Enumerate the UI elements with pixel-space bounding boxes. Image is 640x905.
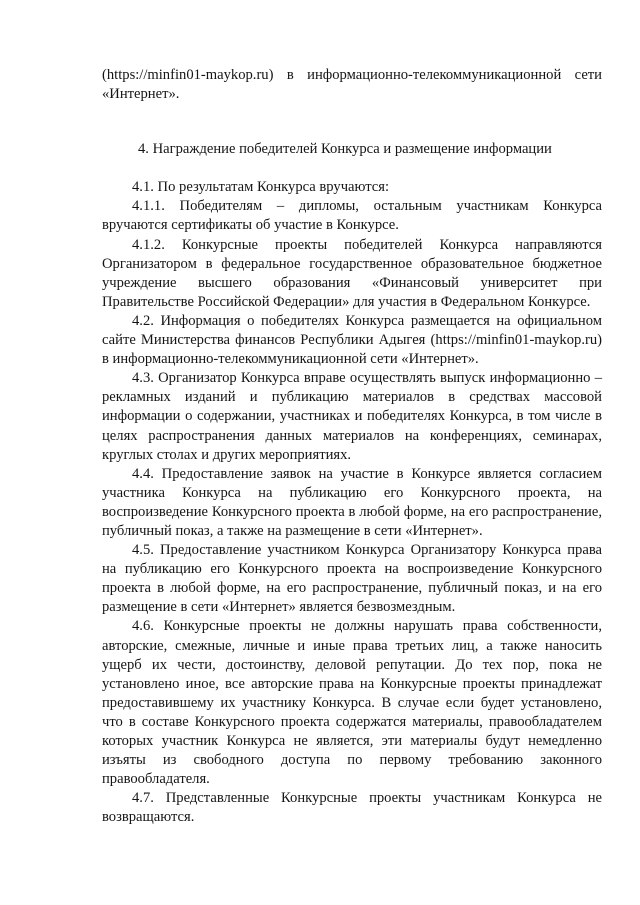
paragraph-4-1-1: 4.1.1. Победителям – дипломы, остальным участникам Конкурса вручаются сертификаты об участие в Конкурсе. <box>102 198 602 234</box>
paragraph-4-2: 4.2. Информация о победителях Конкурса размещается на официальном сайте Министерства финансов Республики Адыгея (https://minfin01-maykop.ru) в информационно-телекоммуникационной сети «Интернет». <box>102 312 602 368</box>
paragraph-4-7: 4.7. Представленные Конкурсные проекты участникам Конкурса не возвращаются. <box>102 790 602 826</box>
paragraph-4-6: 4.6. Конкурсные проекты не должны нарушать права собственности, авторские, смежные, личные и иные права третьих лиц, а также наносить ущерб их чести, достоинству, деловой репутации. До тех пор, пока не установлено иное, все авторские права на Конкурсные проекты принадлежат предоставившему их участнику Конкурса. В случае если будет установлено, что в составе Конкурсного проекта содержатся материалы, правообладателем которых участник Конкурса не является, эти материалы будут немедленно изъяты из свободного доступа по первому требованию законного правообладателя. <box>102 618 602 788</box>
continuation-paragraph: (https://minfin01-maykop.ru) в информационно-телекоммуникационной сети «Интернет». <box>102 67 602 103</box>
document-page <box>102 66 602 827</box>
paragraph-4-3: 4.3. Организатор Конкурса вправе осуществлять выпуск информационно – рекламных изданий и публикацию материалов в средствах массовой информации о содержании, участниках и победителях Конкурса, в том числе в целях распространения данных материалов на конференциях, семинарах, круглых столах и других мероприятиях. <box>102 370 602 463</box>
paragraph-4-1-2: 4.1.2. Конкурсные проекты победителей Конкурса направляются Организатором в федеральное государственное образовательное бюджетное учреждение высшего образования «Финансовый университет при Правительстве Российской Федерации» для участия в Федеральном Конкурсе. <box>102 236 602 310</box>
paragraph-4-5: 4.5. Предоставление участником Конкурса Организатору Конкурса права на публикацию его Конкурсного проекта на воспроизведение Конкурсного проекта в любой форме, на его распространение, публичный показ, и на его размещение в сети «Интернет» является безвозмездным. <box>102 542 602 616</box>
paragraph-4-4: 4.4. Предоставление заявок на участие в Конкурсе является согласием участника Конкурса на публикацию его Конкурсного проекта, на воспроизведение Конкурсного проекта в любой форме, на его распространение, публичный показ, а также на размещение в сети «Интернет». <box>102 465 602 539</box>
paragraph-4-1: 4.1. По результатам Конкурса вручаются: <box>132 179 390 196</box>
section-heading: 4. Награждение победителей Конкурса и размещение информации <box>138 141 552 158</box>
